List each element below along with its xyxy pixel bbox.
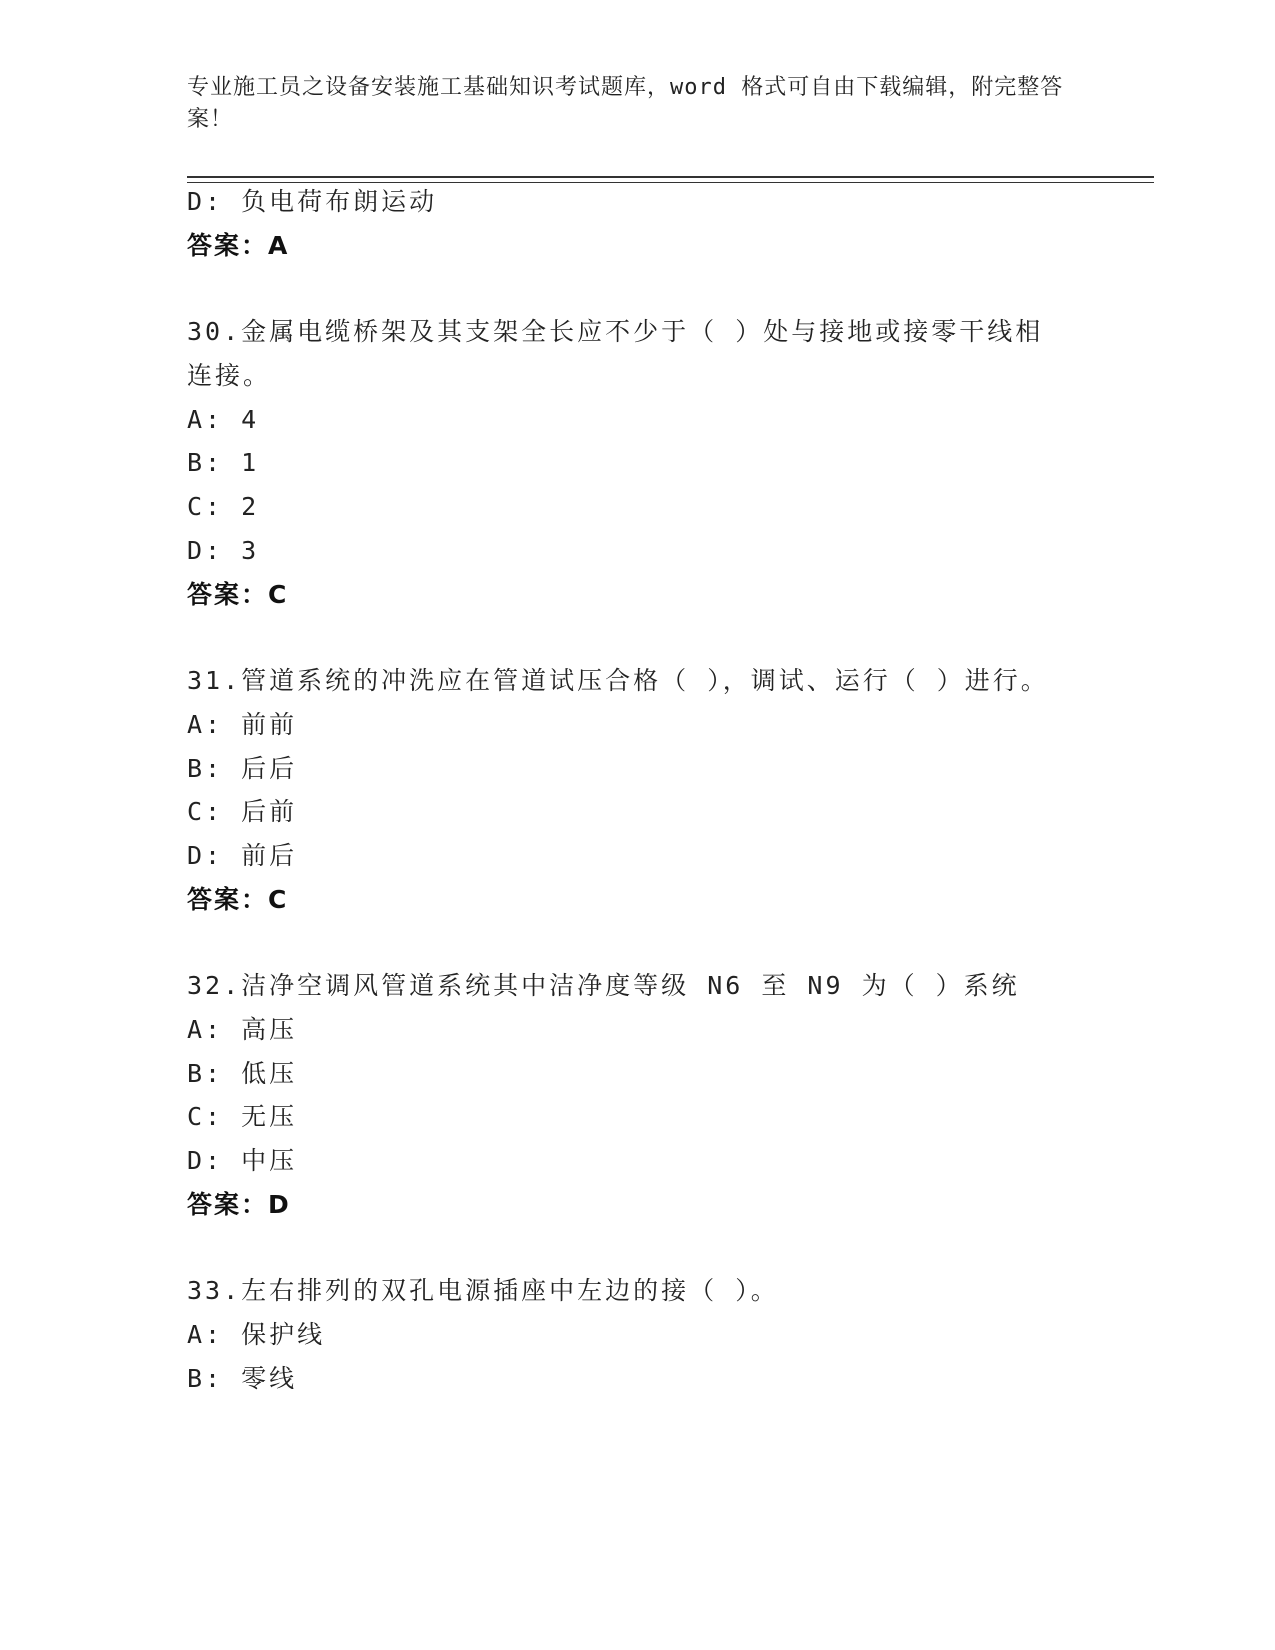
document-header: 专业施工员之设备安装施工基础知识考试题库，word 格式可自由下载编辑，附完整答案！ (187, 75, 1064, 132)
q32-option-d: D: 中压 (187, 1146, 298, 1175)
q31-question: 31.管道系统的冲洗应在管道试压合格（ ），调试、运行（ ）进行。 (187, 666, 1049, 695)
q32-option-b: B: 低压 (187, 1059, 298, 1088)
q32-option-c: C: 无压 (187, 1102, 298, 1131)
q31-option-a: A: 前前 (187, 710, 298, 739)
q33-question: 33.左右排列的双孔电源插座中左边的接（ ）。 (187, 1276, 779, 1305)
q32-answer: 答案：D (187, 1190, 291, 1219)
q30-option-d: D: 3 (187, 536, 260, 565)
q30-question-line-2: 连接。 (187, 361, 272, 390)
q32-option-a: A: 高压 (187, 1015, 298, 1044)
q30-option-b: B: 1 (187, 448, 260, 477)
q29-option-d: D: 负电荷布朗运动 (187, 187, 438, 216)
q32-question: 32.洁净空调风管道系统其中洁净度等级 N6 至 N9 为（ ）系统 (187, 971, 1020, 1000)
header-divider-thin (187, 182, 1154, 183)
q33-option-b: B: 零线 (187, 1364, 298, 1393)
q30-question-line-1: 30.金属电缆桥架及其支架全长应不少于（ ）处与接地或接零干线相 (187, 317, 1044, 346)
q29-answer: 答案：A (187, 231, 290, 260)
q33-option-a: A: 保护线 (187, 1320, 326, 1349)
q30-option-a: A: 4 (187, 405, 260, 434)
q31-option-d: D: 前后 (187, 841, 298, 870)
q31-answer: 答案：C (187, 885, 289, 914)
header-divider-thick (187, 176, 1154, 178)
q30-option-c: C: 2 (187, 492, 260, 521)
q30-answer: 答案：C (187, 580, 289, 609)
q31-option-c: C: 后前 (187, 797, 298, 826)
q31-option-b: B: 后后 (187, 754, 298, 783)
